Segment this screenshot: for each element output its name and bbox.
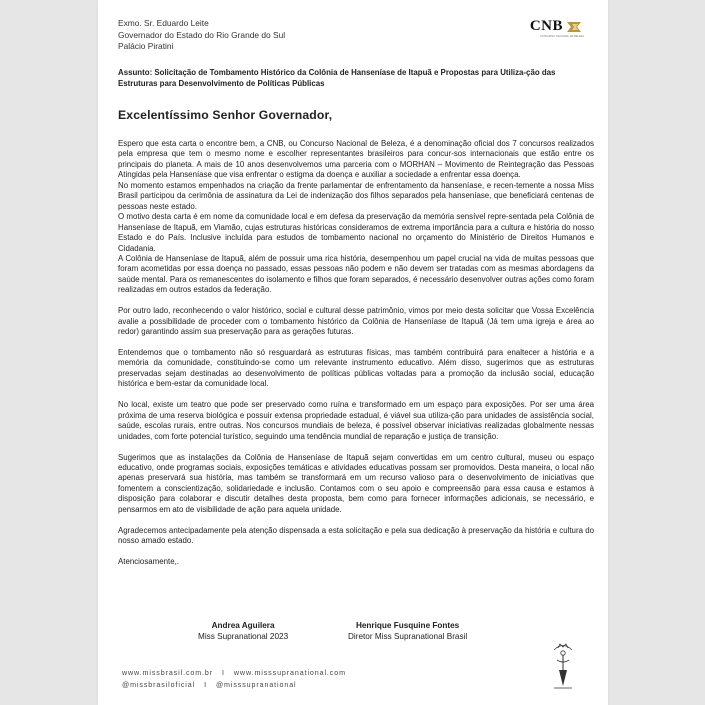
recipient-title: Governador do Estado do Rio Grande do Sul <box>118 29 286 40</box>
paragraph: Espero que esta carta o encontre bem, a CNB, ou Concurso Nacional de Beleza, é a denominação oficial dos 7 concursos realizados pela empresa que tem o mesmo nome e escolher representantes brasileiros para concur-sos internacionais que estão entre os principais do planeta. A mais de 10 anos desenvolvemos uma parceria com o MORHAN – Movimento de Reintegração das Pessoas Atingidas pela Hanseníase que visa enfrentar o estigma da doença e auxiliar a sociedade a enfrentar essa doença. <box>118 139 594 180</box>
recipient-address <box>118 18 285 53</box>
footer-website-link[interactable]: www.missbrasil.com.br <box>122 669 214 677</box>
paragraph: No local, existe um teatro que pode ser preservado como ruína e transformado em um espaço para exposições. Por ser uma área próxima de uma reserva biológica e possuir extensa propriedade estadual, é viável sua utiliza-ção para unidades de assistência social, saúde, escolas rurais, entre outras. Nos concursos mundiais de beleza, é possível observar iniciativas realizadas globalmente nessas unidades, com forte potencial turístico, seguindo uma tendência mundial de reparação e justiça de transição. <box>118 400 594 441</box>
footer-social-handle[interactable]: @misssupranational <box>215 681 297 689</box>
miss-supranational-seal-icon <box>548 640 578 692</box>
recipient-location: Palácio Piratini <box>118 41 174 51</box>
paragraph: A Colônia de Hanseníase de Itapuã, além de possuir uma rica história, desempenhou um papel crucial na vida de muitas pessoas que foram acometidas por essa doença no passado, essas pessoas não podem e não devem ser tratadas com as mesmas abordagens da saúde mental. Para os remanescentes do isolamento e filhos que foram separados, é necessário desenvolver outras ações como foram realizadas em outros estados da federação. <box>118 253 594 295</box>
signature-name: Henrique Fusquine Fontes <box>355 621 460 630</box>
closing: Atenciosamente,. <box>118 557 179 567</box>
footer-separator: I <box>222 669 225 677</box>
signature-block-1 <box>198 620 288 642</box>
cnb-logo <box>529 18 584 38</box>
signature-block-2 <box>348 620 467 642</box>
greeting: Excelentíssimo Senhor Governador, <box>118 108 333 122</box>
footer-website-link[interactable]: www.misssupranational.com <box>233 669 346 677</box>
footer-contacts <box>122 667 346 691</box>
footer-separator: I <box>204 681 207 689</box>
signature-title: Miss Supranational 2023 <box>198 632 289 641</box>
paragraph: Agradecemos antecipadamente pela atenção dispensada a esta solicitação e pela sua dedicação à preservação da história e cultura do nosso amado estado. <box>118 525 594 546</box>
paragraph: Entendemos que o tombamento não só resguardará as estruturas físicas, mas também contribuirá para enaltecer a história e a memória da comunidade, constituindo-se como um relevante instrumento educativo. Além disso, sugerimos que as estruturas preservadas sejam destinadas ao desenvolvimento de políticas públicas voltadas para a promoção da inclusão social, educação histórica e bem-estar da comunidade local. <box>118 348 594 389</box>
paragraph: Por outro lado, reconhecendo o valor histórico, social e cultural desse patrimônio, vimos por meio desta solicitar que Vossa Excelência avalie a possibilidade de proceder com o tombamento histórico da Colônia de Hanseníase de Itapuã (Já tem uma igreja e área ao redor) garantindo assim sua preservação para as gerações futuras. <box>118 306 594 337</box>
letter-page <box>98 0 608 705</box>
signature-title: Diretor Miss Supranational Brasil <box>348 632 468 641</box>
cnb-logo-text: CNB <box>529 18 563 34</box>
letter-body <box>118 139 594 567</box>
signature-name: Andrea Aguilera <box>211 621 275 630</box>
paragraph: Sugerimos que as instalações da Colônia de Hanseníase de Itapuã sejam convertidas em um centro cultural, museu ou espaço educativo, onde programas sociais, exposições temáticas e atividades educativas possam ser promovidos. Desta maneira, o local não apenas preservará sua história, mas também se transformará em um recurso valioso para o desenvolvimento de iniciativas que fomentem a conscientização, solidariedade e inclusão. Contamos com o seu apoio e compreensão para essa causa e estamos à disposição para colaborar e discutir detalhes desta proposta, bem como para fornecer informações adicionais, se necessário, e pensarmos em ato de visibilidade de ação para aquela unidade. <box>118 452 594 514</box>
paragraph: No momento estamos empenhados na criação da frente parlamentar de enfrentamento da hanseníase, e recen-temente a nossa Miss Brasil participou da cerimônia de assinatura da Lei de indenização dos filhos separados pela hanseníase, que beneficiará centenas de pessoas neste estado. <box>118 180 594 211</box>
paragraph: O motivo desta carta é em nome da comunidade local e em defesa da preservação da memória sensível repre-sentada pela Colônia de Hanseníase de Itapuã, em Viamão, cujas estruturas históricas consideramos de extrema importância para a cultura e história do nosso Estado e do País. Inclusive incluída para estudos de tombamento nacional no orçamento do Ministério de Direitos Humanos e Cidadania. <box>118 212 594 253</box>
cnb-ribbon-icon <box>566 20 584 34</box>
subject-line: Assunto: Solicitação de Tombamento Histórico da Colônia de Hanseníase de Itapuã e Propostas para Utiliza-ção das Estruturas para Desenvolvimento de Políticas Públicas <box>118 68 556 88</box>
recipient-name: Exmo. Sr. Eduardo Leite <box>118 18 209 28</box>
cnb-logo-subtitle: CONCURSO NACIONAL DE BELEZA <box>539 35 584 38</box>
footer-social-handle[interactable]: @missbrasiloficial <box>122 681 196 689</box>
